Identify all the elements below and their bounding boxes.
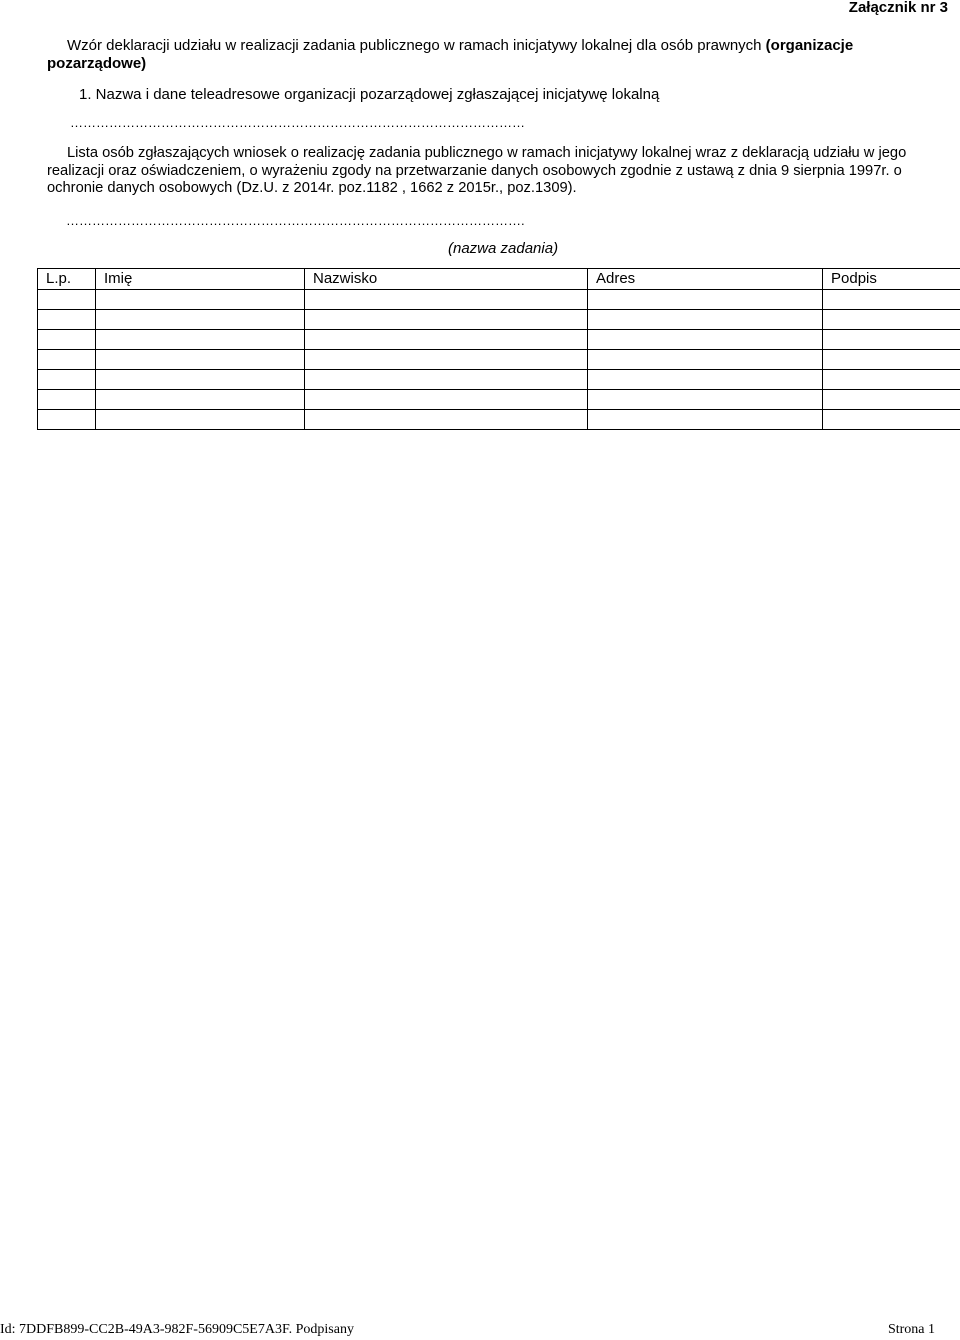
table-row [38,350,960,370]
declaration-title-regular: Wzór deklaracji udziału w realizacji zadania publicznego w ramach inicjatywy lokalnej dla osób prawnych [67,37,766,54]
table-cell[interactable] [823,350,960,370]
table-row [38,330,960,350]
table-cell[interactable] [305,410,588,430]
column-header-address: Adres [588,269,823,290]
column-header-first-name: Imię [96,269,305,290]
table-cell[interactable] [38,330,96,350]
table-row [38,370,960,390]
table-cell[interactable] [38,370,96,390]
table-cell[interactable] [588,410,823,430]
table-cell[interactable] [305,310,588,330]
table-cell[interactable] [588,290,823,310]
column-header-signature: Podpis [823,269,960,290]
table-cell[interactable] [38,390,96,410]
table-cell[interactable] [305,290,588,310]
table-header-row [38,269,960,290]
table-cell[interactable] [588,330,823,350]
table-cell[interactable] [823,410,960,430]
table-cell[interactable] [96,350,305,370]
table-row [38,390,960,410]
table-cell[interactable] [96,290,305,310]
page-number-footer: Strona 1 [887,1322,935,1337]
table-cell[interactable] [823,290,960,310]
table-cell[interactable] [96,330,305,350]
table-cell[interactable] [588,390,823,410]
table-cell[interactable] [823,370,960,390]
table-cell[interactable] [305,390,588,410]
table-cell[interactable] [96,370,305,390]
table-cell[interactable] [38,410,96,430]
table-cell[interactable] [823,330,960,350]
table-cell[interactable] [38,350,96,370]
table-row [38,410,960,430]
table-cell[interactable] [305,370,588,390]
column-header-lp: L.p. [38,269,96,290]
table-cell[interactable] [38,310,96,330]
organization-fill-line: …………………………………………………………………………………………… [70,115,525,130]
organization-name-item: 1. Nazwa i dane teleadresowe organizacji pozarządowej zgłaszającej inicjatywę lokalną [79,86,660,103]
table-cell[interactable] [96,410,305,430]
table-cell[interactable] [823,310,960,330]
table-cell[interactable] [305,350,588,370]
list-description: Lista osób zgłaszających wniosek o realizację zadania publicznego w ramach inicjatywy lokalnej wraz z deklaracją udziału w jego realizacji oraz oświadczeniem, o wyrażeniu zgody na przetwarzanie danych osobowych zgodnie z ustawą z dnia 9 sierpnia 1997r. o ochronie danych osobowych (Dz.U. z 2014r. poz.1182 , 1662 z 2015r., poz.1309). [47,145,907,196]
table-cell[interactable] [588,350,823,370]
table-row [38,290,960,310]
table-cell[interactable] [96,310,305,330]
table-cell[interactable] [96,390,305,410]
document-id-footer: Id: 7DDFB899-CC2B-49A3-982F-56909C5E7A3F. Podpisany [0,1322,354,1337]
table-cell[interactable] [305,330,588,350]
declaration-title [47,37,932,73]
table-cell[interactable] [588,310,823,330]
attachment-label: Załącznik nr 3 [848,0,948,16]
table-cell[interactable] [38,290,96,310]
task-name-fill-line: ……………………………………………………………………………………………. [66,213,525,228]
column-header-last-name: Nazwisko [305,269,588,290]
table-cell[interactable] [588,370,823,390]
declaration-title-bold: (organizacje pozarządowe) [47,37,854,72]
table-cell[interactable] [823,390,960,410]
task-name-caption: (nazwa zadania) [448,240,559,257]
participants-table [37,268,960,430]
table-row [38,310,960,330]
